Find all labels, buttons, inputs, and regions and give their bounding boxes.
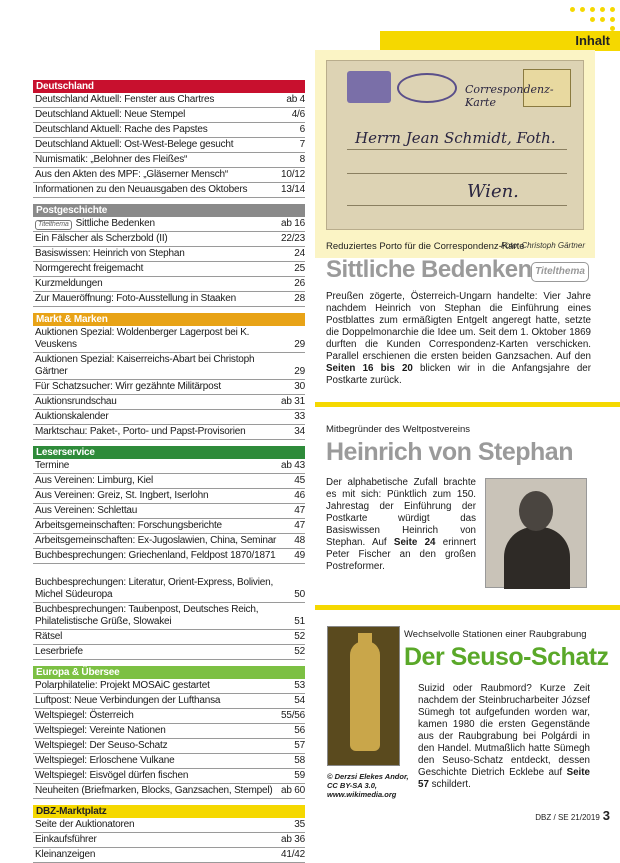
toc-row-title: Luftpost: Neue Verbindungen der Lufthansa	[35, 695, 221, 706]
toc-row[interactable]	[33, 769, 305, 784]
toc-row[interactable]	[33, 724, 305, 739]
toc-row-page: 46	[294, 490, 305, 501]
titelthema-badge: Titelthema	[35, 220, 72, 230]
toc-row[interactable]	[33, 694, 305, 709]
toc-row-page: 52	[294, 646, 305, 657]
address-line	[347, 205, 567, 206]
card-heading-text: Correspondenz-Karte	[465, 83, 554, 109]
toc-row[interactable]	[33, 292, 305, 307]
toc-row-page: 29	[294, 366, 305, 377]
toc-row[interactable]	[33, 754, 305, 769]
toc-row[interactable]	[33, 262, 305, 277]
toc-row[interactable]	[33, 353, 305, 380]
toc-row[interactable]	[33, 709, 305, 724]
article2-headline: Heinrich von Stephan	[326, 438, 573, 466]
toc-row-title: Seite der Auktionatoren	[35, 819, 135, 830]
toc-row-title: Deutschland Aktuell: Ost-West-Belege gesucht	[35, 139, 234, 150]
toc-row-page: 57	[294, 740, 305, 751]
toc-row[interactable]	[33, 326, 305, 353]
vase-image	[327, 626, 400, 766]
toc-row-page: 45	[294, 475, 305, 486]
toc-row-title: Neuheiten (Briefmarken, Blocks, Ganzsachen, Stempel)	[35, 785, 273, 796]
card-city-text: Wien.	[467, 181, 519, 202]
toc-row-page: 30	[294, 381, 305, 392]
toc-row-page: ab 16	[280, 218, 305, 229]
article1-page-ref: Seiten 16 bis 20	[326, 363, 413, 374]
toc-row-title: Einkaufsführer	[35, 834, 97, 845]
toc-row-page: 52	[294, 631, 305, 642]
toc-row-page: 55/56	[280, 710, 305, 721]
toc-row-title: Deutschland Aktuell: Neue Stempel	[35, 109, 186, 120]
toc-row[interactable]	[33, 474, 305, 489]
toc-section-header: DBZ-Marktplatz	[33, 805, 305, 818]
titelthema-badge: Titelthema	[531, 262, 589, 282]
toc-row[interactable]	[33, 168, 305, 183]
toc-row[interactable]	[33, 217, 305, 232]
page-number: 3	[602, 808, 610, 823]
toc-row-page: 53	[294, 680, 305, 691]
toc-row[interactable]	[33, 564, 305, 603]
toc-row[interactable]	[33, 603, 305, 630]
toc-row-page: 58	[294, 755, 305, 766]
image-credit: © Derzsi Elekes Andor, CC BY-SA 3.0, www.wikimedia.org	[327, 772, 409, 799]
toc-row-page: 28	[294, 293, 305, 304]
toc-row[interactable]	[33, 138, 305, 153]
toc-row-title: Aus Vereinen: Greiz, St. Ingbert, Iserlohn	[35, 490, 209, 501]
toc-row[interactable]	[33, 739, 305, 754]
toc-row[interactable]	[33, 630, 305, 645]
toc-row-page: 10/12	[280, 169, 305, 180]
toc-row-page: 29	[294, 339, 305, 350]
toc-row[interactable]	[33, 410, 305, 425]
section-header-bar	[380, 31, 620, 51]
toc-row-page: 13/14	[280, 184, 305, 195]
toc-row-title: Für Schatzsucher: Wirr gezähnte Militärpost	[35, 381, 221, 392]
toc-section-header: Markt & Marken	[33, 313, 305, 326]
postcard-image-panel	[315, 50, 595, 258]
toc-section-header: Europa & Übersee	[33, 666, 305, 679]
toc-row[interactable]	[33, 534, 305, 549]
toc-row-title: Rätsel	[35, 631, 63, 642]
toc-row-page: 50	[294, 589, 305, 600]
toc-row-title: Aus den Akten des MPF: „Gläserner Mensch“	[35, 169, 228, 180]
toc-row-page: 54	[294, 695, 305, 706]
address-line	[347, 173, 567, 174]
toc-row-page: 47	[294, 520, 305, 531]
photo-credit: Foto: Christoph Gärtner	[500, 241, 585, 250]
toc-row-title: Leserbriefe	[35, 646, 83, 657]
toc-row-title: Marktschau: Paket-, Porto- und Papst-Provisorien	[35, 426, 246, 437]
toc-row-title: Buchbesprechungen: Taubenpost, Deutsches Reich, Philatelistische Grüße, Slowakei	[35, 604, 259, 627]
issue-label: DBZ / SE 21/2019	[535, 813, 600, 822]
toc-row-page: 34	[294, 426, 305, 437]
article1-body: Preußen zögerte, Österreich-Ungarn handelte: Vier Jahre nachdem Heinrich von Stephan die Einführung eines Postblattes zum ermäßigten Entgelt angeregt hatte, setzte die Doppelmonarchie die Idee um. Seit dem 1. Oktober 1869 durften die Kunden Correspondenz-Karten verschicken. Parallel erschienen die ersten beiden Ganzsachen. Auf den Seiten 16 bis 20 blicken wir in die Anfangsjahre der Postkarte zurück.	[326, 291, 591, 386]
toc-row-title: Basiswissen: Heinrich von Stephan	[35, 248, 185, 259]
toc-row-title: Zur Maueröffnung: Foto-Ausstellung in Staaken	[35, 293, 236, 304]
toc-row-title: Termine	[35, 460, 70, 471]
toc-row[interactable]	[33, 818, 305, 833]
toc-row[interactable]	[33, 833, 305, 848]
postcard-image	[326, 60, 584, 230]
toc-row-title: Weltspiegel: Erloschene Vulkane	[35, 755, 175, 766]
toc-row[interactable]	[33, 504, 305, 519]
toc-section-header: Postgeschichte	[33, 204, 305, 217]
toc-row-title: Weltspiegel: Vereinte Nationen	[35, 725, 166, 736]
toc-row-title: Normgerecht freigemacht	[35, 263, 144, 274]
toc-row[interactable]	[33, 459, 305, 474]
toc-row-page: 56	[294, 725, 305, 736]
toc-row-page: 41/42	[280, 849, 305, 860]
oval-postmark	[397, 73, 457, 103]
toc-row-page: 59	[294, 770, 305, 781]
toc-row-page: 24	[294, 248, 305, 259]
toc-row-title: Weltspiegel: Der Seuso-Schatz	[35, 740, 168, 751]
toc-row-page: 4/6	[291, 109, 305, 120]
card-address-text: Herrn Jean Schmidt, Foth.	[355, 129, 556, 147]
toc-row-page: 8	[299, 154, 305, 165]
toc-row-title: Auktionen Spezial: Woldenberger Lagerpost bei K. Veuskens	[35, 327, 250, 350]
toc-row-title: Arbeitsgemeinschaften: Forschungsberichte	[35, 520, 222, 531]
toc-row-page: 35	[294, 819, 305, 830]
toc-row[interactable]	[33, 232, 305, 247]
toc-row[interactable]	[33, 679, 305, 694]
toc-row-page: 33	[294, 411, 305, 422]
divider-bar	[315, 605, 620, 610]
toc-row-title: Sittliche Bedenken	[75, 218, 155, 229]
toc-row-title: Auktionen Spezial: Kaiserreichs-Abart bei Christoph Gärtner	[35, 354, 255, 377]
toc-row-title: Weltspiegel: Eisvögel dürfen fischen	[35, 770, 189, 781]
toc-row-page: ab 36	[280, 834, 305, 845]
toc-row[interactable]	[33, 784, 305, 799]
toc-row-page: 22/23	[280, 233, 305, 244]
toc-row-page: 47	[294, 505, 305, 516]
divider-bar	[315, 402, 620, 407]
toc-row[interactable]	[33, 395, 305, 410]
toc-row-page: 6	[299, 124, 305, 135]
toc-row[interactable]	[33, 183, 305, 198]
toc-row-title: Polarphilatelie: Projekt MOSAiC gestartet	[35, 680, 210, 691]
decorative-dots	[568, 5, 616, 31]
toc-row-title: Arbeitsgemeinschaften: Ex-Jugoslawien, China, Seminar	[35, 535, 277, 546]
toc-row[interactable]	[33, 848, 305, 863]
toc-row[interactable]	[33, 277, 305, 292]
article1-headline: Sittliche Bedenken	[326, 256, 532, 283]
toc-row-page: 49	[294, 550, 305, 561]
article2-kicker: Mitbegründer des Weltpostvereins	[326, 424, 470, 435]
toc-row[interactable]	[33, 645, 305, 660]
toc-row-title: Kleinanzeigen	[35, 849, 96, 860]
article2-body: Der alphabetische Zufall brachte es mit sich: Pünktlich zum 150. Jahrestag der Einführung der Postkarte würdigt das Basiswissen Heinrich von Stephan. Auf Seite 24 erinnert Peter Fischer an den großen Postreformer.	[326, 477, 476, 572]
toc-row-page: 48	[294, 535, 305, 546]
toc-row-title: Buchbesprechungen: Griechenland, Feldpost 1870/1871	[35, 550, 276, 561]
postmark-stamp	[347, 71, 391, 103]
toc-row[interactable]	[33, 425, 305, 440]
toc-row-page: ab 43	[280, 460, 305, 471]
toc-row[interactable]	[33, 123, 305, 138]
toc-row-page: 25	[294, 263, 305, 274]
toc-row-title: Kurzmeldungen	[35, 278, 103, 289]
toc-row-title: Deutschland Aktuell: Fenster aus Chartres	[35, 94, 215, 105]
toc-row-title: Numismatik: „Belohner des Fleißes“	[35, 154, 188, 165]
article1-kicker: Reduziertes Porto für die Correspondenz-Karte	[326, 241, 525, 252]
table-of-contents	[33, 80, 305, 863]
article3-kicker: Wechselvolle Stationen einer Raubgrabung	[404, 629, 587, 640]
toc-row-title: Auktionskalender	[35, 411, 109, 422]
toc-row-page: ab 31	[280, 396, 305, 407]
toc-row-title: Deutschland Aktuell: Rache des Papstes	[35, 124, 208, 135]
article2-page-ref: Seite 24	[393, 537, 436, 548]
toc-row-title: Aus Vereinen: Limburg, Kiel	[35, 475, 154, 486]
toc-row-page: 51	[294, 616, 305, 627]
toc-row-title: Aus Vereinen: Schlettau	[35, 505, 138, 516]
portrait-image	[485, 478, 587, 588]
toc-section-header: Leserservice	[33, 446, 305, 459]
toc-row[interactable]	[33, 489, 305, 504]
toc-row-page: 26	[294, 278, 305, 289]
page-footer	[535, 808, 610, 823]
article3-body: Suizid oder Raubmord? Kurze Zeit nachdem der Steinbrucharbeiter József Sümegh tot aufgefunden worden war, kamen 1980 die ersten Gegenstände aus der Raubgrabung bei Polgárdi in den Handel. Mutmaßlich hatte Sümegh den Seuso-Schatz entdeckt, dessen Geschichte Dietrich Ecklebe auf Seite 57 schildert.	[418, 683, 590, 790]
toc-row[interactable]	[33, 247, 305, 262]
toc-row-page: ab 60	[280, 785, 305, 796]
toc-row[interactable]	[33, 108, 305, 123]
toc-row-page: ab 4	[286, 94, 305, 105]
toc-row[interactable]	[33, 93, 305, 108]
toc-row[interactable]	[33, 153, 305, 168]
toc-row-title: Weltspiegel: Österreich	[35, 710, 134, 721]
address-line	[347, 149, 567, 150]
toc-row-title: Informationen zu den Neuausgaben des Oktobers	[35, 184, 248, 195]
toc-row-page: 7	[299, 139, 305, 150]
toc-section-header: Deutschland	[33, 80, 305, 93]
section-label: Inhalt	[575, 33, 610, 48]
toc-row-title: Auktionsrundschau	[35, 396, 117, 407]
toc-row[interactable]	[33, 380, 305, 395]
toc-row-title: Buchbesprechungen: Literatur, Orient-Express, Bolivien, Michel Südeuropa	[35, 577, 274, 600]
toc-row[interactable]	[33, 519, 305, 534]
toc-row-title: Ein Fälscher als Scherzbold (II)	[35, 233, 168, 244]
toc-row[interactable]	[33, 549, 305, 564]
article3-headline: Der Seuso-Schatz	[404, 643, 609, 671]
article3-page-ref: Seite 57	[418, 767, 590, 790]
